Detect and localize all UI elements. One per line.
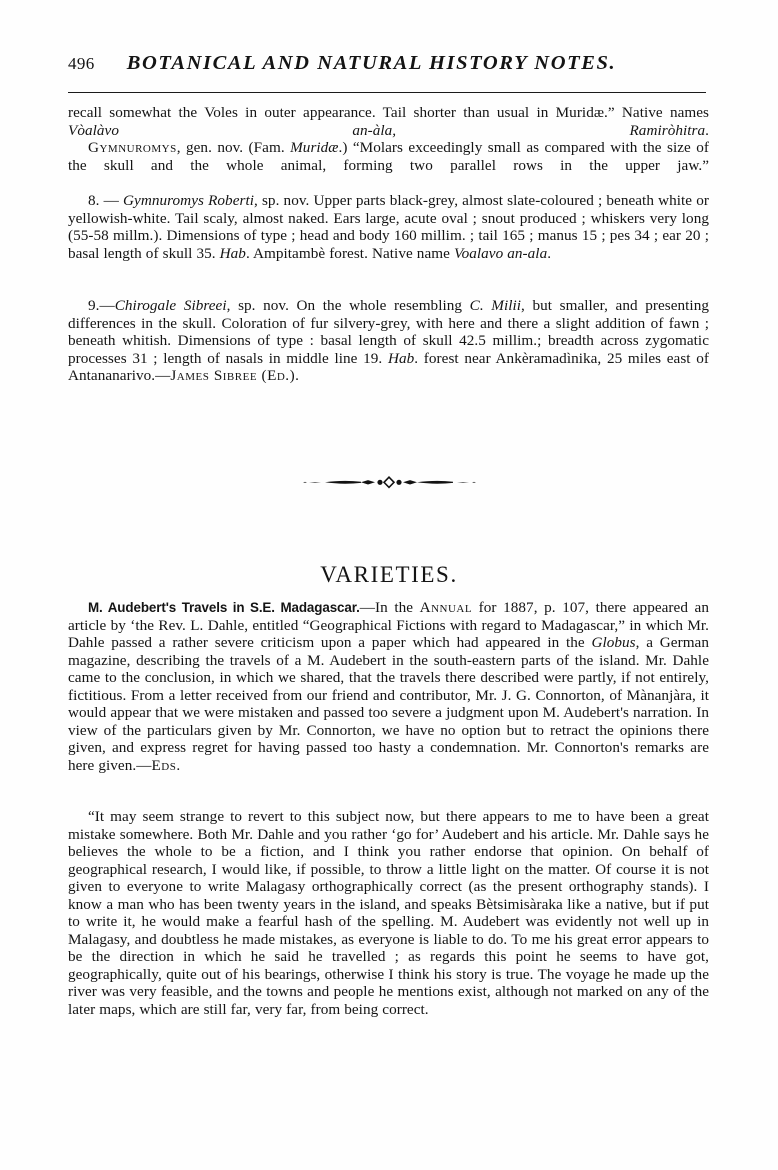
article-body-3: , a German magazine, describing the travels of a M. Audebert in the south-eastern parts of the island. Mr. Dahle came to the conclusion, in which we shared, that the travels there described were partly, if not entirely, fictitious. From a letter received from our friend and contributor, Mr. J. G. Connorton, of Mànanjàra, it would appear that we were mistaken and passed too severe a judgment upon M. Audebert's narration. In view of the particulars given by Mr. Connorton, we have no option but to retract the opinions there given, and express regret for having passed too hasty a condemnation. Mr. Connorton's remarks are here given.— — [68, 634, 709, 774]
species-9-body-3: . forest near Ankèramadìnika, 25 miles east of Antananarivo.— — [68, 349, 710, 385]
annual-smallcaps: Annual — [419, 599, 473, 616]
paragraph-audebert-article — [68, 599, 709, 774]
section-title-varieties: VARIETIES. — [320, 562, 458, 587]
eds-smallcaps: Eds — [151, 756, 177, 774]
species-9-body-2: , but smaller, and presenting differences in the skull. Coloration of fur silvery-grey, with here and there a slight addition of fawn ; beneath whitish. Dimensions of type : basal length of skull 42.5 millim.; breadth across zygomatic processes 31 ; length of nasals in middle line 19. — [68, 297, 709, 367]
runin-dash: — — [359, 599, 375, 616]
species-9-tail: . — [295, 367, 300, 385]
species-8-body-2: . Ampitambè forest. Native name — [245, 244, 454, 262]
note-lead-tail: . — [705, 121, 709, 139]
running-head — [68, 52, 708, 80]
species-8-native-name-italic: Voalavo an-ala — [453, 244, 548, 262]
species-9-hab-italic: Hab — [387, 349, 415, 367]
quotation-text: “It may seem strange to revert to this subject now, but there appears to me to have been a great mistake somewhere. Both Mr. Dahle and you rather ‘go for’ Audebert and his article. Mr. Dahle says he believes the whole to be a fiction, and I think you rather endorse that opinion. On behalf of geographical research, I would like, if possible, to throw a little light on the matter. Of course it is not given to everyone to write Malagasy orthographically correct (as the present orthography stands). I know a man who has been twenty years in the island, and speaks Bètsimisàraka like a native, but if put to write it, he would make a fearful hash of the spelling. M. Audebert was evidently not well up in Malagasy, and doubtless he made mistakes, as everyone is liable to do. To me his great error appears to be the direction in which he said he travelled ; as regards this point he seems to have got, geographically, quite out of his bearings, otherwise I think his story is true. The voyage he made up the river was very feasible, and the towns and people he mentions exist, although not marked on any of the later maps, which are still far, very far, from being correct. — [68, 808, 709, 1019]
species-9-name-italic: Chirogale Sibreei — [114, 297, 227, 314]
genus-after-text: , gen. nov. (Fam. — [176, 139, 291, 156]
fleuron-divider-icon — [299, 473, 479, 491]
species-9-number: 9.— — [88, 297, 115, 314]
paragraph-gymnuromys-genus — [68, 139, 709, 174]
section-divider — [0, 470, 778, 494]
note-lead-text: recall somewhat the Voles in outer appearance. Tail shorter than usual in Muridæ.” Native names — [68, 104, 709, 121]
species-8-body: , sp. nov. Upper parts black-grey, almost slate-coloured ; beneath white or yellowish-white. Tail scaly, almost naked. Ears large, acute oval ; snout produced ; whiskers very long (55-58 millm.). Dimensions of type ; head and body 160 millim. ; tail 165 ; manus 15 ; pes 34 ; ear 20 ; basal length of skull 35. — [68, 192, 709, 262]
genus-body-text: .) “Molars exceedingly small as compared with the size of the skull and the whole animal, forming two parallel rows in the upper jaw.” — [68, 139, 709, 174]
species-9-body: , sp. nov. On the whole resembling — [226, 297, 470, 314]
species-9-compare-italic: C. Milii — [469, 297, 522, 314]
paragraph-species-8 — [68, 192, 709, 262]
species-8-number: 8. — — [88, 192, 124, 209]
paragraph-species-9 — [68, 297, 709, 385]
native-names-italic: Vòalàvo an-àla, Ramiròhitra — [68, 121, 706, 139]
article-body-4: . — [176, 756, 181, 774]
article-body-1: In the — [374, 599, 420, 616]
article-body-2: for 1887, p. 107, there appeared an article by ‘the Rev. L. Dahle, entitled “Geographical Fictions with regard to Madagascar,” in which Mr. Dahle passed a rather severe criticism upon a paper which had appeared in the — [68, 599, 709, 652]
editor-signature-smallcaps: James Sibree (Ed.) — [170, 367, 296, 385]
page-folio-number: 496 — [68, 54, 95, 73]
species-8-name-italic: Gymnuromys Roberti — [123, 192, 254, 209]
species-8-hab-italic: Hab — [219, 244, 246, 262]
header-rule — [68, 92, 706, 93]
paragraph-continued-note — [68, 104, 709, 139]
family-name-italic: Muridæ — [290, 139, 339, 156]
paragraph-connorton-quotation — [68, 808, 709, 1019]
globus-italic: Globus — [591, 634, 636, 652]
runin-heading-audebert: M. Audebert's Travels in S.E. Madagascar. — [88, 600, 360, 615]
running-head-title: BOTANICAL AND NATURAL HISTORY NOTES. — [126, 52, 617, 74]
genus-name-smallcaps: Gymnuromys — [88, 139, 177, 156]
species-8-tail: . — [547, 244, 552, 262]
